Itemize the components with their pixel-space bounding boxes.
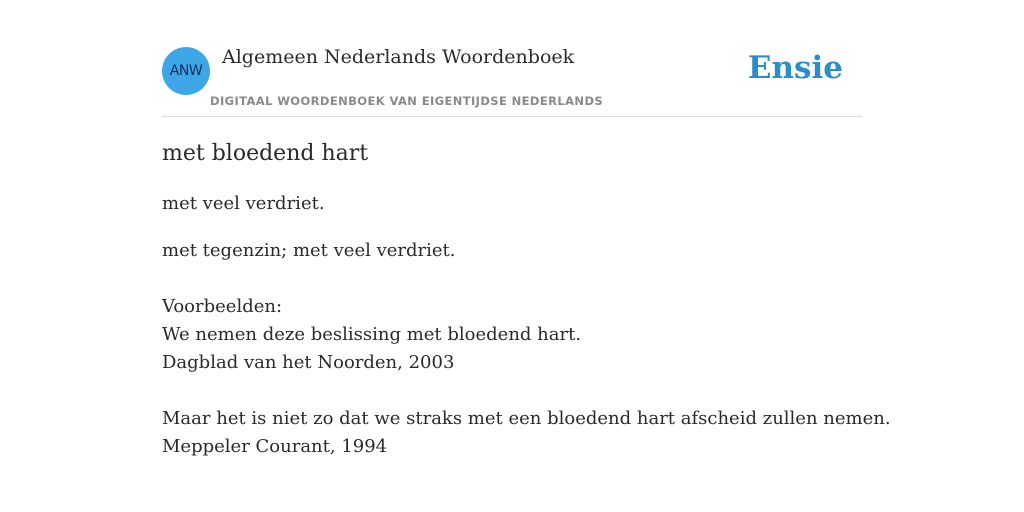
example-2-text: Maar het is niet zo dat we straks met een bloedend hart afscheid zullen nemen. <box>162 408 891 429</box>
anw-logo[interactable] <box>162 47 210 95</box>
logo-text: ANW <box>169 63 203 79</box>
examples-section <box>162 293 891 461</box>
site-header <box>162 40 862 117</box>
entry-headword: met bloedend hart <box>162 141 369 166</box>
entry-content <box>162 138 891 461</box>
example-2-source: Meppeler Courant, 1994 <box>162 436 388 457</box>
ensie-brand-logo[interactable]: Ensie <box>747 50 843 86</box>
examples-label: Voorbeelden: <box>162 296 283 317</box>
example-1-text: We nemen deze beslissing met bloedend hart. <box>162 324 582 345</box>
site-name[interactable]: Algemeen Nederlands Woordenboek <box>222 46 575 68</box>
definition-2: met tegenzin; met veel verdriet. <box>162 240 456 261</box>
example-1-source: Dagblad van het Noorden, 2003 <box>162 352 455 373</box>
site-subtitle: DIGITAAL WOORDENBOEK VAN EIGENTIJDSE NEDERLANDS <box>210 94 604 108</box>
definition-1: met veel verdriet. <box>162 193 325 214</box>
example-spacer <box>162 377 862 405</box>
